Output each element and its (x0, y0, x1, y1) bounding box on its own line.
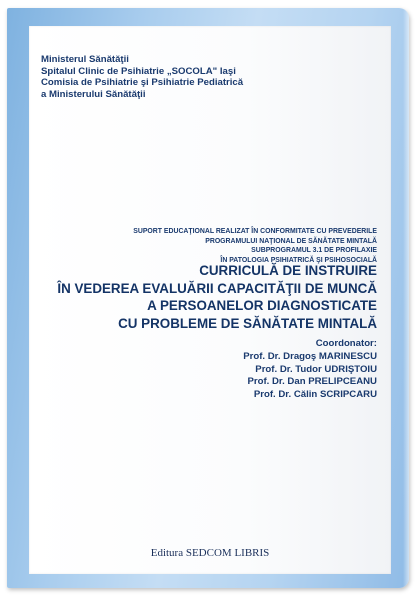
support-line: SUPORT EDUCAŢIONAL REALIZAT ÎN CONFORMITATE CU PREVEDERILE (133, 228, 377, 235)
support-line: PROGRAMULUI NAŢIONAL DE SĂNĂTATE MINTALĂ (205, 237, 377, 245)
publisher-name: Editura SEDCOM LIBRIS (150, 547, 270, 559)
institution-line: Comisia de Psihiatrie şi Psihiatrie Pediatrică (41, 77, 244, 88)
author-name: Prof. Dr. Tudor UDRIŞTOIU (255, 363, 377, 375)
book-title (37, 262, 377, 332)
title-line: A PERSOANELOR DIAGNOSTICATE (147, 298, 377, 313)
authors-block (77, 338, 377, 402)
institution-line: Spitalul Clinic de Psihiatrie „SOCOLA" Iaşi (41, 65, 236, 77)
author-name: Prof. Dr. Dan PRELIPCEANU (247, 376, 377, 388)
institution-line: Ministerul Sănătăţii (41, 54, 129, 65)
title-line: ÎN VEDEREA EVALUĂRII CAPACITĂŢII DE MUNCĂ (57, 280, 377, 296)
author-name: Prof. Dr. Călin SCRIPCARU (253, 389, 377, 401)
cover-white-panel (29, 26, 391, 574)
support-line: ÎN PATOLOGIA PSIHIATRICĂ ŞI PSIHOSOCIALĂ (220, 256, 377, 264)
coordinator-label: Coordonator: (315, 338, 377, 349)
coordinator-name: Prof. Dr. Dragoş MARINESCU (243, 350, 377, 362)
institution-block (41, 54, 341, 100)
title-line: CU PROBLEME DE SĂNĂTATE MINTALĂ (118, 315, 377, 331)
institution-line: a Ministerului Sănătăţii (41, 88, 146, 100)
support-note (57, 227, 377, 265)
title-line: CURRICULĂ DE INSTRUIRE (199, 263, 377, 278)
support-line: SUBPROGRAMUL 3.1 DE PROFILAXIE (251, 247, 377, 255)
book-cover (7, 8, 409, 588)
